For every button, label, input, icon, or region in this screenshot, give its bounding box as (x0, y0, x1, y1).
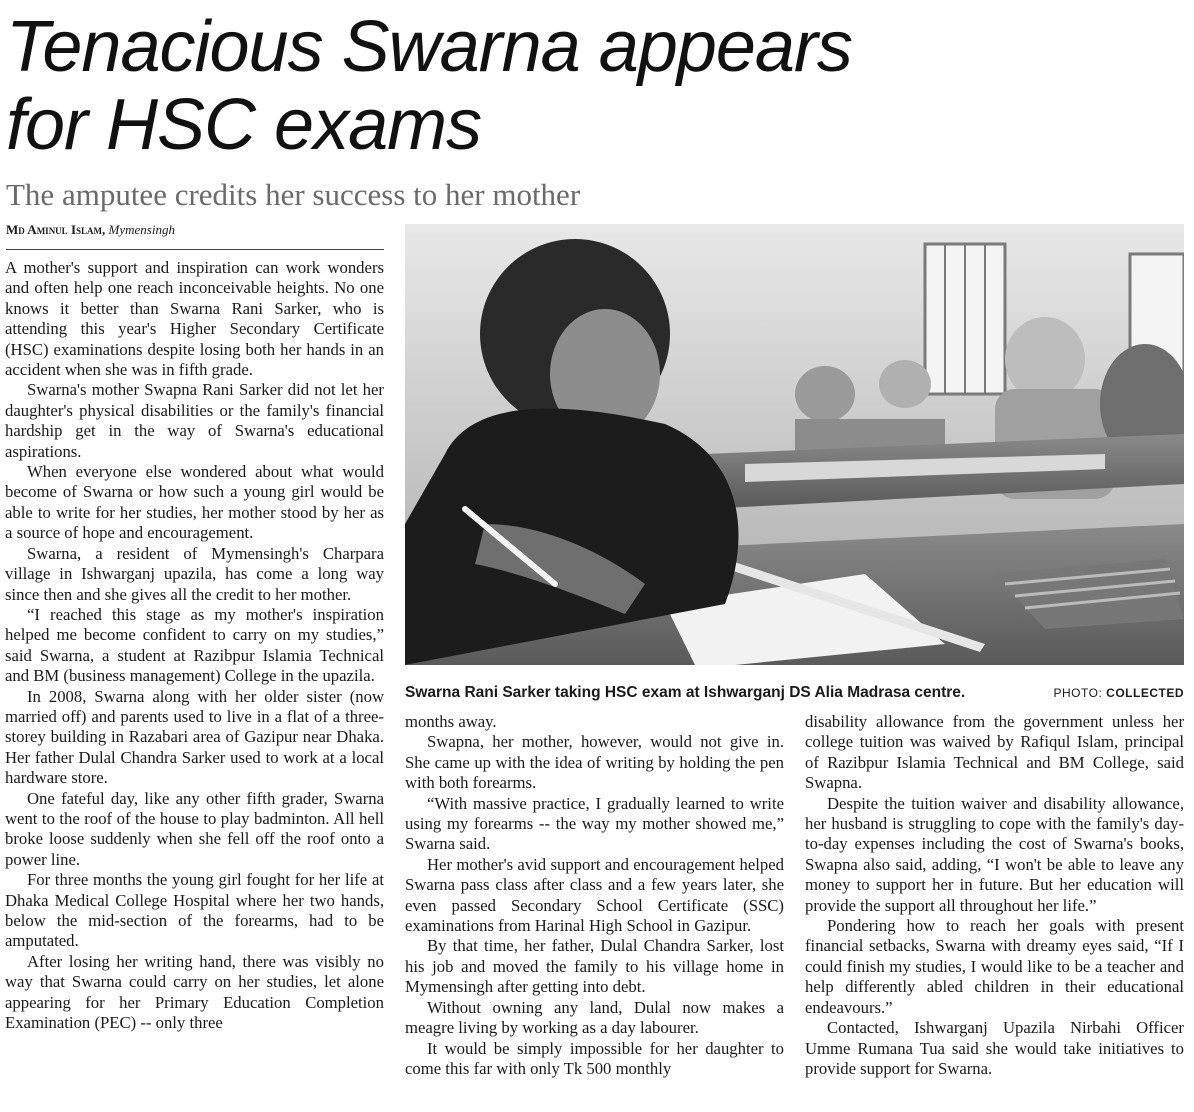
body-column-3 (805, 712, 1184, 1079)
paragraph: Swarna's mother Swapna Rani Sarker did not let her daughter's physical disabilities or the family's financial hardship get in the way of Swarna's educational aspirations. (5, 380, 384, 461)
paragraph: “I reached this stage as my mother's inspiration helped me become confident to carry on my studies,” said Swarna, a student at Razibpur Islamia Technical and BM (business management) College in the upazila. (5, 604, 384, 686)
photo-caption: Swarna Rani Sarker taking HSC exam at Ishwarganj DS Alia Madrasa centre. (405, 684, 966, 701)
byline-location: Mymensingh (108, 222, 175, 237)
byline (6, 222, 384, 250)
paragraph: Swapna, her mother, however, would not give in. She came up with the idea of writing by holding the pen with both forearms. (405, 732, 784, 793)
photo-exam-hall-illustration (405, 224, 1184, 665)
paragraph: Pondering how to reach her goals with present financial setbacks, Swarna with dreamy eyes said, “If I could finish my studies, I would like to be a teacher and help differently abled children in their educational endeavours.” (805, 916, 1184, 1017)
paragraph: Contacted, Ishwarganj Upazila Nirbahi Officer Umme Rumana Tua said she would take initiatives to provide support for Swarna. (805, 1018, 1184, 1078)
subheadline: The amputee credits her success to her mother (6, 177, 581, 212)
paragraph: For three months the young girl fought for her life at Dhaka Medical College Hospital where her two hands, below the mid-section of the forearms, had to be amputated. (5, 870, 384, 951)
byline-name: Md Aminul Islam, (6, 222, 106, 237)
paragraph: It would be simply impossible for her daughter to come this far with only Tk 500 monthly (405, 1038, 784, 1078)
paragraph: months away. (405, 712, 497, 731)
paragraph: Swarna, a resident of Mymensingh's Charpara village in Ishwarganj upazila, has come a long way since then and she gives all the credit to her mother. (5, 543, 384, 604)
article-photo (405, 224, 1184, 665)
paragraph: By that time, her father, Dulal Chandra Sarker, lost his job and moved the family to his village home in Mymensingh after getting into debt. (405, 936, 784, 997)
paragraph: “With massive practice, I gradually learned to write using my forearms -- the way my mother showed me,” Swarna said. (405, 793, 784, 854)
photo-caption-bar (405, 684, 1184, 702)
paragraph: A mother's support and inspiration can work wonders and often help one reach inconceivable heights. No one knows it better than Swarna Rani Sarker, who is attending this year's Higher Secondary Certificate (HSC) examinations despite losing both her hands in an accident when she was in fifth grade. (5, 258, 384, 380)
photo-credit-label: PHOTO: (1053, 686, 1103, 700)
paragraph: Without owning any land, Dulal now makes a meagre living by working as a day labourer. (405, 997, 784, 1038)
paragraph: One fateful day, like any other fifth grader, Swarna went to the roof of the house to play badminton. All hell broke loose suddenly when she fell off the roof onto a power line. (5, 788, 384, 869)
paragraph: disability allowance from the government unless her college tuition was waived by Rafiqul Islam, principal of Razibpur Islamia Technical and BM College, said Swapna. (805, 712, 1184, 793)
paragraph: Her mother's avid support and encouragement helped Swarna pass class after class and a few years later, she even passed Secondary School Certificate (SSC) examinations from Harinal High School in Gazipur. (405, 854, 784, 936)
photo-credit-value: COLLECTED (1106, 686, 1184, 700)
body-column-1 (5, 258, 384, 1033)
headline-line-1: Tenacious Swarna appears (6, 7, 852, 87)
headline-line-2: for HSC exams (6, 85, 482, 165)
paragraph: In 2008, Swarna along with her older sister (now married off) and parents used to live in a flat of a three-storey building in Razabari area of Gazipur near Dhaka. Her father Dulal Chandra Sarker used to work at a local hardware store. (5, 686, 384, 788)
paragraph: After losing her writing hand, there was visibly no way that Swarna could carry on her studies, let alone appearing for her Primary Education Completion Examination (PEC) -- only three (5, 951, 384, 1033)
paragraph: Despite the tuition waiver and disability allowance, her husband is struggling to cope with the family's day-to-day expenses including the cost of Swarna's books, Swapna also said, adding, “I won't be able to leave any money to support her in future. But her education will provide the support all throughout her life.” (805, 793, 1184, 915)
paragraph: When everyone else wondered about what would become of Swarna or how such a young girl would be able to write for her studies, her mother stood by her as a source of hope and encouragement. (5, 462, 384, 543)
headline (6, 8, 906, 164)
photo-credit (1054, 686, 1184, 700)
body-column-2 (405, 712, 784, 1079)
